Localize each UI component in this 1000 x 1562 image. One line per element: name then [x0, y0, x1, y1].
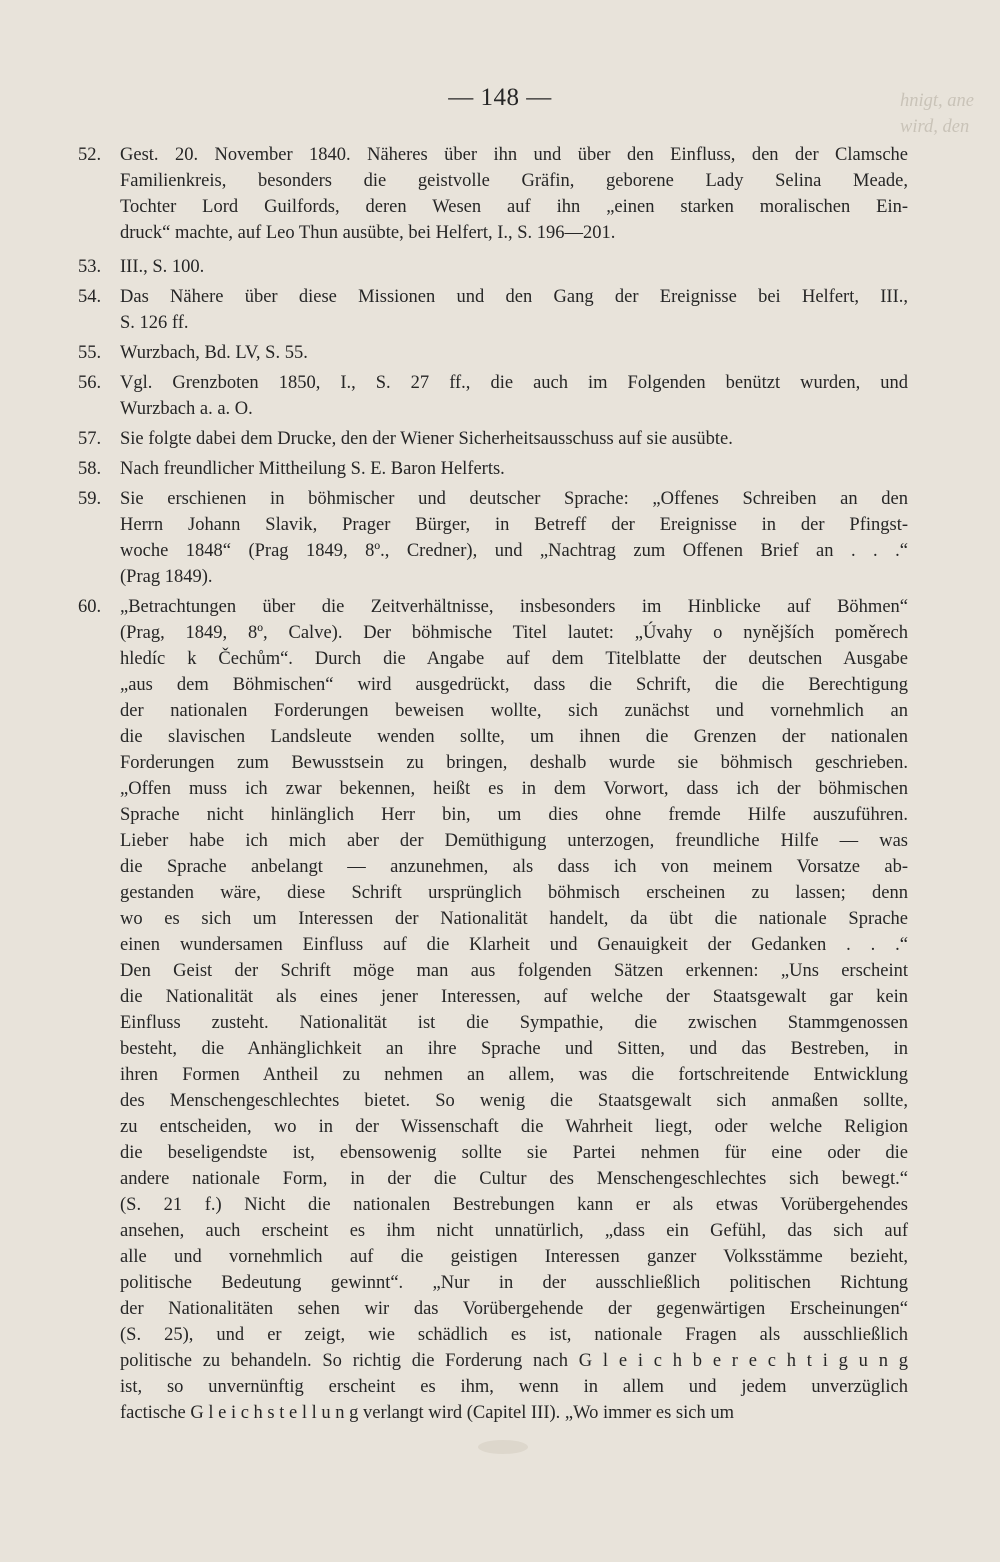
footnotes-list	[78, 138, 908, 1426]
footnote-line: Das Nähere über diese Missionen und den Gang der Ereignisse bei Helfert, III.,	[120, 287, 908, 307]
footnote-line: Sie folgte dabei dem Drucke, den der Wiener Sicherheitsausschuss auf sie ausübte.	[120, 429, 733, 449]
footnote-line: Gest. 20. November 1840. Näheres über ihn und über den Einfluss, den der Clamsche	[120, 145, 908, 165]
footnote-text	[120, 340, 908, 366]
footnote	[78, 426, 908, 452]
bleed-through-text	[900, 88, 1000, 138]
footnote-number: 56.	[78, 373, 102, 393]
footnote	[78, 254, 908, 280]
footnote-number: 52.	[78, 145, 102, 165]
footnote-line: „Betrachtungen über die Zeitverhältnisse, insbesonders im Hinblicke auf Böhmen“	[120, 597, 908, 617]
footnote-line: Herrn Johann Slavik, Prager Bürger, in Betreff der Ereignisse in der Pfingst-	[120, 515, 908, 535]
footnote-line: einen wundersamen Einfluss auf die Klarheit und Genauigkeit der Gedanken . . .“	[120, 935, 908, 955]
page-number-header: — 148 —	[448, 84, 552, 111]
bleed-line: wird, den	[900, 117, 970, 137]
footnote-line: gestanden wäre, diese Schrift ursprünglich böhmisch erscheinen zu lassen; denn	[120, 883, 908, 903]
footnote-text	[120, 142, 908, 246]
footnote-line: druck“ machte, auf Leo Thun ausübte, bei Helfert, I., S. 196—201.	[120, 223, 616, 243]
footnote	[78, 340, 908, 366]
footnote-number: 59.	[78, 489, 102, 509]
footnote-line: ansehen, auch erscheint es ihm nicht unnatürlich, „dass ein Gefühl, das sich auf	[120, 1221, 908, 1241]
footnote-line: Vgl. Grenzboten 1850, I., S. 27 ff., die auch im Folgenden benützt wurden, und	[120, 373, 908, 393]
footnote-line: ihren Formen Antheil zu nehmen an allem, was die fortschreitende Entwicklung	[120, 1065, 908, 1085]
footnote-number: 54.	[78, 287, 102, 307]
footnote-line: III., S. 100.	[120, 257, 205, 277]
footnote-number: 58.	[78, 459, 102, 479]
footnote-line: die slavischen Landsleute wenden sollte, um ihnen die Grenzen der nationalen	[120, 727, 908, 747]
footnote-line: „aus dem Böhmischen“ wird ausgedrückt, dass die Schrift, die die Berechtigung	[120, 675, 908, 695]
footnote-line: Sprache nicht hinlänglich Herr bin, um dies ohne fremde Hilfe auszuführen.	[120, 805, 908, 825]
footnote-line: zu entscheiden, wo in der Wissenschaft die Wahrheit liegt, oder welche Religion	[120, 1117, 908, 1137]
footnote-line: politische Bedeutung gewinnt“. „Nur in der ausschließlich politischen Richtung	[120, 1273, 908, 1293]
footnote-line: Forderungen zum Bewusstsein zu bringen, deshalb wurde sie böhmisch geschrieben.	[120, 753, 908, 773]
footnote-line: Nach freundlicher Mittheilung S. E. Baron Helferts.	[120, 459, 505, 479]
footnote-line: Den Geist der Schrift möge man aus folgenden Sätzen erkennen: „Uns erscheint	[120, 961, 908, 981]
footnote-text	[120, 594, 908, 1426]
footnote-line: Familienkreis, besonders die geistvolle Gräfin, geborene Lady Selina Meade,	[120, 171, 908, 191]
footnote	[78, 594, 908, 1426]
footnote-line: Lieber habe ich mich aber der Demüthigung unterzogen, freundliche Hilfe — was	[120, 831, 908, 851]
footnote-line: der Nationalitäten sehen wir das Vorübergehende der gegenwärtigen Erscheinungen“	[120, 1299, 908, 1319]
footnote	[78, 142, 908, 246]
footnote-line: die beseligendste ist, ebensowenig sollte sie Partei nehmen für eine oder die	[120, 1143, 908, 1163]
footnote-number: 55.	[78, 343, 102, 363]
footnote-line: (S. 21 f.) Nicht die nationalen Bestrebungen kann er als etwas Vorübergehendes	[120, 1195, 908, 1215]
footnote-line: politische zu behandeln. So richtig die Forderung nach G l e i c h b e r e c h t i g u n g	[120, 1351, 908, 1371]
footnote-line: Sie erschienen in böhmischer und deutscher Sprache: „Offenes Schreiben an den	[120, 489, 908, 509]
page-smudge	[478, 1440, 528, 1454]
footnote-line: Wurzbach a. a. O.	[120, 399, 253, 419]
footnote-line: Wurzbach, Bd. LV, S. 55.	[120, 343, 308, 363]
footnote-line: Einfluss zusteht. Nationalität ist die Sympathie, die zwischen Stammgenossen	[120, 1013, 908, 1033]
footnote	[78, 370, 908, 422]
footnote	[78, 284, 908, 336]
footnote-line: factische G l e i c h s t e l l u n g verlangt wird (Capitel III). „Wo immer es sich um	[120, 1403, 734, 1423]
footnote-line: wo es sich um Interessen der Nationalität handelt, da übt die nationale Sprache	[120, 909, 908, 929]
footnote-text	[120, 426, 908, 452]
footnote-line: Tochter Lord Guilfords, deren Wesen auf ihn „einen starken moralischen Ein-	[120, 197, 908, 217]
footnote-text	[120, 370, 908, 422]
footnote-line: die Sprache anbelangt — anzunehmen, als dass ich von meinem Vorsatze ab-	[120, 857, 908, 877]
footnote-line: (Prag 1849).	[120, 567, 213, 587]
footnote-line: ist, so unvernünftig erscheint es ihm, wenn in allem und jedem unverzüglich	[120, 1377, 908, 1397]
footnote-line: (Prag, 1849, 8º, Calve). Der böhmische Titel lautet: „Úvahy o nynějších poměrech	[120, 623, 908, 643]
footnote	[78, 486, 908, 590]
footnote-text	[120, 254, 908, 280]
footnote-line: des Menschengeschlechtes bietet. So wenig die Staatsgewalt sich anmaßen sollte,	[120, 1091, 908, 1111]
footnote-number: 60.	[78, 597, 102, 617]
footnote-line: besteht, die Anhänglichkeit an ihre Sprache und Sitten, und das Bestreben, in	[120, 1039, 908, 1059]
footnote-text	[120, 456, 908, 482]
footnote-line: (S. 25), und er zeigt, wie schädlich es ist, nationale Fragen als ausschließlich	[120, 1325, 908, 1345]
footnote-line: alle und vornehmlich auf die geistigen Interessen ganzer Volksstämme bezieht,	[120, 1247, 908, 1267]
footnote-line: die Nationalität als eines jener Interessen, auf welche der Staatsgewalt gar kein	[120, 987, 908, 1007]
bleed-line: hnigt, ane	[900, 91, 974, 111]
footnote-line: hledíc k Čechům“. Durch die Angabe auf dem Titelblatte der deutschen Ausgabe	[120, 649, 908, 669]
footnote-line: S. 126 ff.	[120, 313, 189, 333]
footnote-number: 57.	[78, 429, 102, 449]
footnote	[78, 456, 908, 482]
footnote-line: woche 1848“ (Prag 1849, 8º., Credner), und „Nachtrag zum Offenen Brief an . . .“	[120, 541, 908, 561]
footnote-text	[120, 486, 908, 590]
footnote-text	[120, 284, 908, 336]
footnote-line: der nationalen Forderungen beweisen wollte, sich zunächst und vornehmlich an	[120, 701, 908, 721]
footnote-line: andere nationale Form, in der die Cultur des Menschengeschlechtes sich bewegt.“	[120, 1169, 908, 1189]
footnote-number: 53.	[78, 257, 102, 277]
footnote-line: „Offen muss ich zwar bekennen, heißt es in dem Vorwort, dass ich der böhmischen	[120, 779, 908, 799]
